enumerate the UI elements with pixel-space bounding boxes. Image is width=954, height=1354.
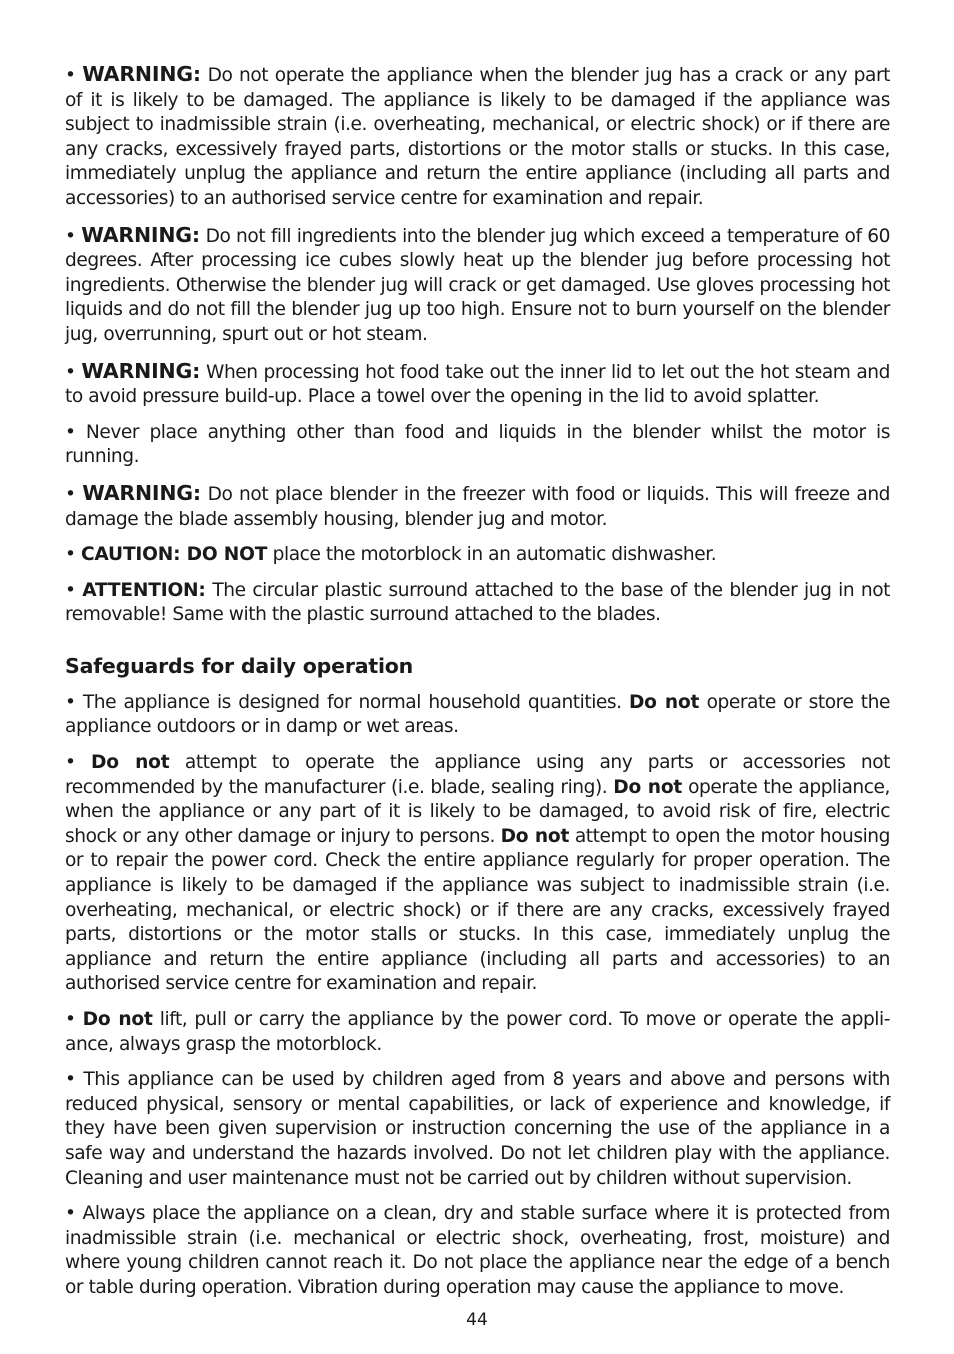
emphasis-label: ATTENTION: [82, 579, 206, 601]
paragraph-text: operate or store the appliance outdoors or in damp or wet areas. [65, 691, 890, 738]
paragraph-text: • Never place anything other than food and liquids in the blender whilst the motor is running. [65, 421, 890, 468]
paragraph-text: • [65, 483, 83, 505]
safety-paragraph [65, 543, 890, 568]
safety-paragraph [65, 1202, 890, 1300]
section-heading: Safeguards for daily operation [65, 653, 414, 678]
safety-paragraph [65, 359, 890, 410]
safety-paragraph [65, 1008, 890, 1057]
paragraph-text: When processing hot food take out the inner lid to let out the hot steam and to avoid pressure build-up. Place a towel over the opening in the lid to avoid splatter. [65, 361, 890, 408]
safety-paragraph [65, 691, 890, 740]
safety-paragraph [65, 1068, 890, 1191]
paragraph-text: Do not fill ingredients into the blender jug which exceed a temperature of 60 degrees. After processing ice cubes slowly heat up the blender jug before processing hot ingredients. Otherwise the blender jug will crack or get damaged. Use gloves processing hot liquids and do not fill the blender jug up too high. Ensure not to burn yourself on the blender jug, overrunning, spurt out or hot steam. [65, 225, 891, 345]
paragraph-text: • This appliance can be used by children aged from 8 years and above and persons with reduced physical, sensory or mental capabilities, or lack of experience and knowledge, if they have been given supervision or instruction concerning the use of the appliance in a safe way and understand the hazards involved. Do not let children play with the appliance. Cleaning and user maintenance must not be carried out by children without supervision. [65, 1069, 890, 1189]
paragraph-text: • The appliance is designed for normal household quantities. [65, 691, 629, 713]
paragraph-text: operate the appliance, when the appliance or any part of it is likely to be damaged, to avoid risk of fire, electric shock or any other damage or injury to persons. [65, 776, 890, 847]
paragraph-text: • [65, 1009, 83, 1030]
emphasis-label: WARNING: [82, 480, 201, 505]
paragraph-text: • [65, 579, 83, 601]
paragraph-text: Do not place blender in the freezer with food or liquids. This will freeze and damage the blade assembly housing, blender jug and motor. [65, 483, 891, 530]
paragraph-text: • [65, 225, 82, 247]
emphasis-label: WARNING: [81, 358, 201, 383]
paragraph-text: place the motorblock in an automatic dishwasher. [267, 544, 717, 566]
paragraph-text: Do not operate the appliance when the blender jug has a crack or any part of it is likely to be damaged. The appliance is likely to be damaged if the appliance was subject to inadmissible strain (i.e. overheating, mechanical, or electric shock) or if there are any cracks, excessively frayed parts, distortions or the motor stalls or stucks. In this case, immediately unplug the appliance and return the entire appliance (including all parts and accessories) to an authorised service centre for examination and repair. [65, 65, 890, 209]
paragraph-text: • [65, 361, 82, 383]
safety-paragraph [65, 223, 890, 348]
page-number: 44 [466, 1310, 488, 1330]
emphasis-label: Do not [613, 776, 683, 798]
safety-paragraph [65, 62, 890, 212]
paragraph-text: • Always place the appliance on a clean, dry and stable surface where it is protected from inadmissible strain (i.e. mechanical or electric shock, overheating, frost, moisture) and where young children cannot reach it. Do not place the appliance near the edge of a bench or table during operation. Vibration during operation may cause the appliance to move. [65, 1203, 890, 1298]
emphasis-label: WARNING: [82, 62, 201, 86]
paragraph-text: attempt to operate the appliance using any parts or accessories not recommended by the manufacturer (i.e. blade, sealing ring). [65, 752, 890, 798]
safety-paragraph [65, 579, 890, 628]
emphasis-label: Do not [82, 1009, 153, 1030]
paragraph-text: • [65, 65, 83, 86]
paragraph-text: • [65, 752, 91, 774]
emphasis-label: Do not [91, 752, 170, 774]
emphasis-label: WARNING: [81, 222, 200, 247]
paragraph-text: The circular plastic surround attached to the base of the blender jug in not removable! Same with the plastic surround attached to the blades. [65, 579, 890, 626]
emphasis-label: Do not [500, 825, 570, 847]
safety-paragraph [65, 751, 890, 997]
paragraph-text: • [65, 544, 81, 566]
paragraph-text: attempt to open the motor housing or to repair the power cord. Check the entire appliance regularly for proper operation. The appliance is likely to be damaged if the appliance was subject to inadmissible strain (i.e. overheating, mechanical, or electric shock) or if there are any cracks, excessively frayed parts, distortions or the motor stalls or stucks. In this case, immediately unplug the appliance and return the entire appliance (including all parts and accessories) to an authorised service centre for examination and repair. [65, 825, 890, 995]
emphasis-label: CAUTION: DO NOT [80, 544, 268, 566]
safety-paragraph [65, 421, 890, 470]
paragraph-text: lift, pull or carry the appliance by the power cord. To move or operate the appli-ance, always grasp the motorblock. [65, 1009, 890, 1055]
emphasis-label: Do not [628, 691, 700, 713]
document-body [65, 62, 890, 1312]
safety-paragraph [65, 481, 890, 532]
